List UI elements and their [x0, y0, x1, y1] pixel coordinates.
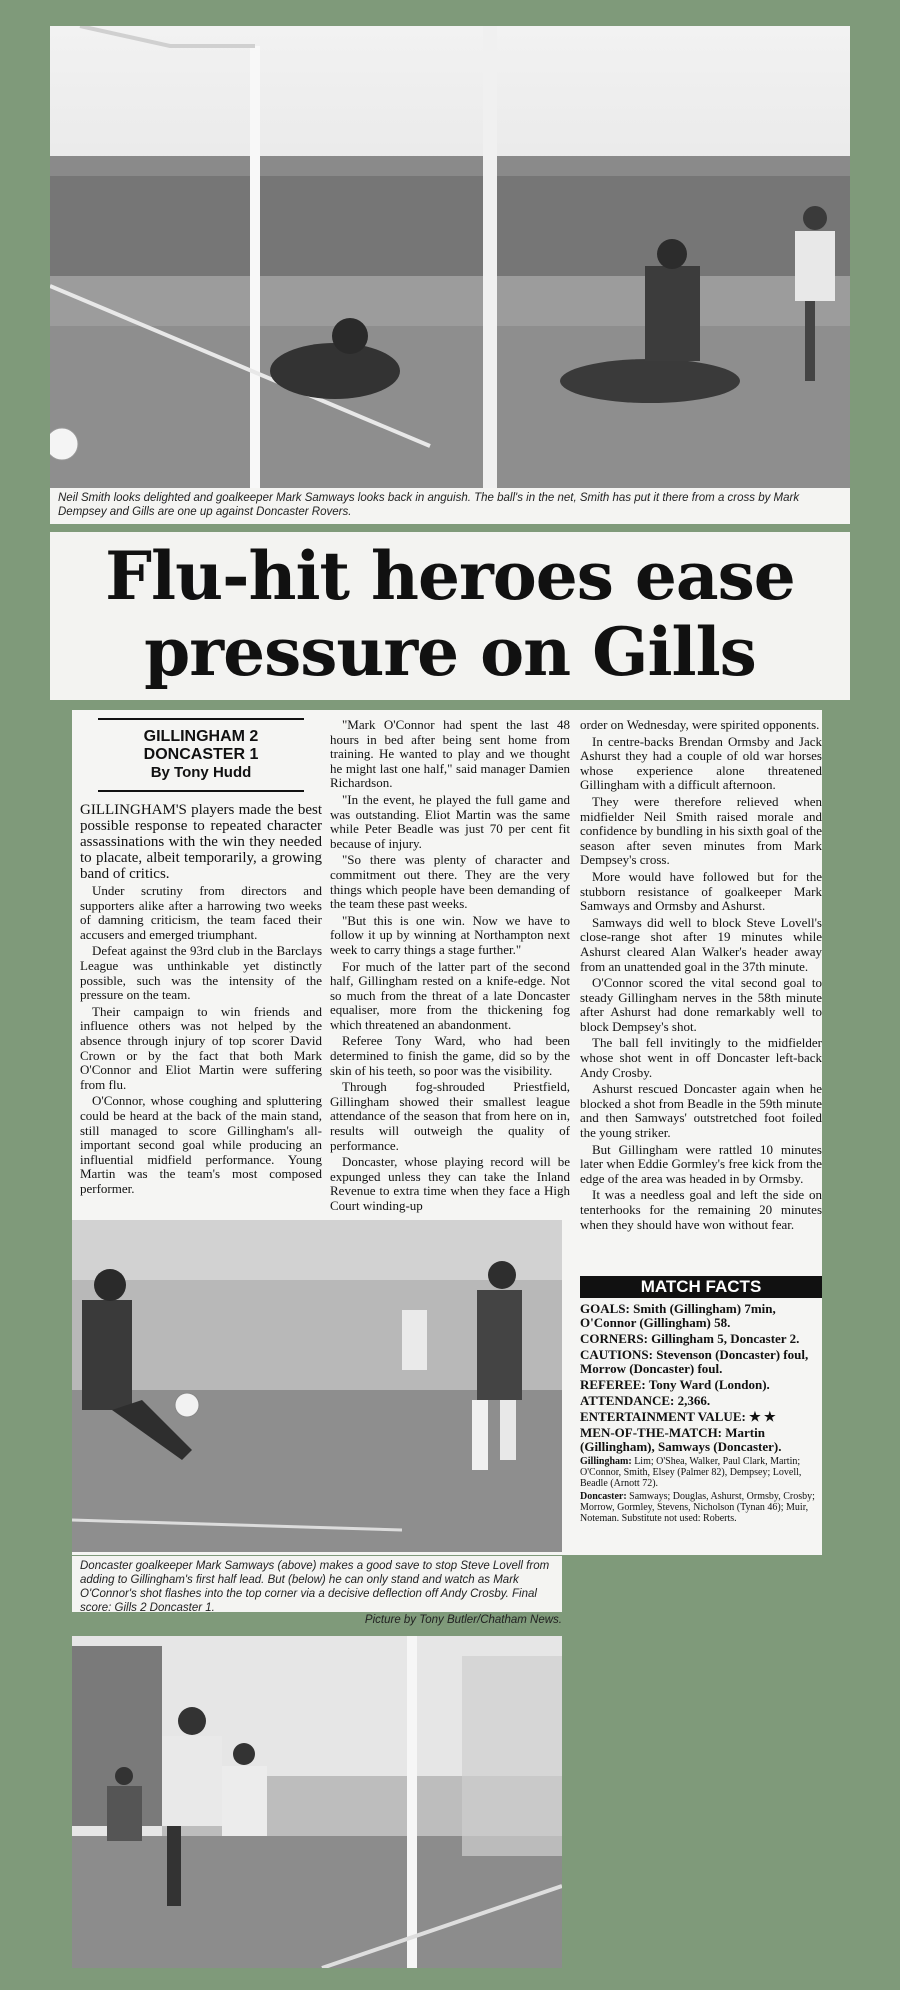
fact-corners: CORNERS: Gillingham 5, Doncaster 2. [580, 1331, 800, 1346]
middle-photo-caption: Doncaster goalkeeper Mark Samways (above) makes a good save to stop Steve Lovell from adding to Gillingham's first half lead. But (below) he can only stand and watch as Mark O'Connor's shot flashes into the top corner via a decisive deflection off Andy Crosby. Final score: Gills 2 Doncaster 1. [72, 1556, 562, 1612]
paragraph: Under scrutiny from directors and supporters alike after a harrowing two weeks of damning criticism, the team faced their accusers and emerged triumphant. [80, 883, 322, 942]
team-label: Gillingham: [580, 1456, 632, 1467]
headline-line-1: Flu-hit heroes ease [105, 537, 795, 615]
score-away: DONCASTER 1 [143, 746, 259, 763]
fact-attendance: ATTENDANCE: 2,366. [580, 1393, 711, 1408]
bottom-photo [72, 1636, 562, 1968]
paragraph: They were therefore relieved when midfielder Neil Smith raised morale and confidence by bundling in his sixth goal of the season after seven minutes from Mark Dempsey's cross. [580, 793, 822, 868]
paragraph: O'Connor, whose coughing and spluttering could be heard at the back of the main stand, still managed to score Gillingham's all-important second goal while producing an influential midfield performance. Young Martin was the team's most composed performer. [80, 1093, 322, 1196]
match-facts-title: MATCH FACTS [580, 1276, 822, 1298]
paragraph: Defeat against the 93rd club in the Barclays League was unthinkable yet distinctly possible, such was the intensity of the pressure on the team. [80, 943, 322, 1003]
match-facts [580, 1276, 822, 1524]
team-gillingham [580, 1456, 822, 1489]
paragraph: O'Connor scored the vital second goal to steady Gillingham nerves in the 58th minute after Ashurst had done remarkably well to block Dempsey's shot. [580, 975, 822, 1034]
paragraph: The ball fell invitingly to the midfielder whose shot went in off Doncaster left-back Andy Crosby. [580, 1035, 822, 1080]
paragraph: "But this is one win. Now we have to follow it up by winning at Northampton next week to carry things a stage further." [330, 912, 570, 957]
article-column-3 [580, 718, 822, 1234]
paragraph: order on Wednesday, were spirited opponents. [580, 717, 820, 732]
team-lineup: Samways; Douglas, Ashurst, Ormsby, Crosby; Morrow, Gormley, Stevens, Nicholson (Tynan 46); Muir, Noteman. Substitute not used: Roberts. [580, 1491, 815, 1524]
paragraph: Through fog-shrouded Priestfield, Gillingham showed their smallest league attendance of the season that from here on in, results will outweigh the quality of performance. [330, 1079, 570, 1153]
byline [98, 718, 304, 792]
top-photo-caption: Neil Smith looks delighted and goalkeeper Mark Samways looks back in anguish. The ball's in the net, Smith has put it there from a cross by Mark Dempsey and Gills are one up against Doncaster Rovers. [50, 488, 850, 524]
fact-motm: MEN-OF-THE-MATCH: Martin (Gillingham), Samways (Doncaster). [580, 1425, 782, 1454]
paragraph: For much of the latter part of the second half, Gillingham rested on a knife-edge. Not so much from the threat of a late Doncaster equaliser, more from the thickening fog which threatened an abandonment. [330, 958, 570, 1032]
headline-box [50, 532, 850, 700]
paragraph: Ashurst rescued Doncaster again when he blocked a shot from Beadle in the 59th minute and then Samways' outstretched foot foiled the young striker. [580, 1081, 822, 1141]
score-home: GILLINGHAM 2 [143, 728, 259, 745]
author: By Tony Hudd [150, 764, 252, 781]
photo-credit: Picture by Tony Butler/Chatham News. [364, 1614, 562, 1626]
fact-goals: GOALS: Smith (Gillingham) 7min, O'Connor (Gillingham) 58. [580, 1301, 776, 1330]
paragraph: "In the event, he played the full game and was outstanding. Eliot Martin was the same while Peter Beadle was just 70 per cent fit because of injury. [330, 791, 570, 851]
team-lineup: Lim; O'Shea, Walker, Paul Clark, Martin; O'Connor, Smith, Elsey (Palmer 82), Dempsey; Lovell, Beadle (Arnott 72). [580, 1456, 802, 1489]
paragraph: Their campaign to win friends and influence others was not helped by the absence through injury of top scorer David Crown or by the fact that both Mark O'Connor and Eliot Martin were suffering from flu. [80, 1003, 322, 1092]
paragraph: In centre-backs Brendan Ormsby and Jack Ashurst they had a couple of old war horses whose experience alone threatened Gillingham with a difficult afternoon. [580, 733, 822, 793]
top-photo [50, 26, 850, 488]
paragraph: Doncaster, whose playing record will be expunged unless they can take the Inland Revenue to extra time when they face a High Court winding-up [330, 1154, 570, 1213]
paragraph: Referee Tony Ward, who had been determined to finish the game, did so by the skin of his teeth, so poor was the visibility. [330, 1033, 570, 1078]
paragraph: It was a needless goal and left the side on tenterhooks for the remaining 20 minutes when they should have won without fear. [580, 1187, 822, 1232]
fact-referee: REFEREE: Tony Ward (London). [580, 1377, 770, 1392]
fact-entertainment: ENTERTAINMENT VALUE: ★ ★ [580, 1409, 776, 1424]
paragraph: More would have followed but for the stubborn resistance of goalkeeper Mark Samways and Ormsby and Ashurst. [580, 868, 822, 914]
headline [50, 532, 850, 690]
paragraph: Samways did well to block Steve Lovell's close-range shot after 19 minutes while Ashurst cleared Alan Walker's header away from an unattended goal in the 37th minute. [580, 914, 822, 974]
article-column-2 [330, 718, 570, 1216]
middle-photo [72, 1220, 562, 1552]
headline-line-2: pressure on Gills [144, 613, 756, 691]
fact-cautions: CAUTIONS: Stevenson (Doncaster) foul, Morrow (Doncaster) foul. [580, 1347, 809, 1376]
paragraph: "So there was plenty of character and commitment out there. They are the very things which people have been demanding of the team these past weeks. [330, 852, 570, 912]
team-label: Doncaster: [580, 1491, 627, 1502]
article-column-1 [80, 712, 322, 1198]
paragraph: GILLINGHAM'S players made the best possible response to repeated character assassinations with the win they needed to placate, albeit temporarily, a growing band of critics. [80, 802, 322, 882]
paragraph: "Mark O'Connor had spent the last 48 hours in bed after being sent home from training. He wanted to play and we thought he might last one half," said manager Damien Richardson. [330, 717, 570, 791]
paragraph: But Gillingham were rattled 10 minutes later when Eddie Gormley's free kick from the edge of the area was headed in by Ormsby. [580, 1141, 822, 1186]
team-doncaster [580, 1491, 822, 1524]
